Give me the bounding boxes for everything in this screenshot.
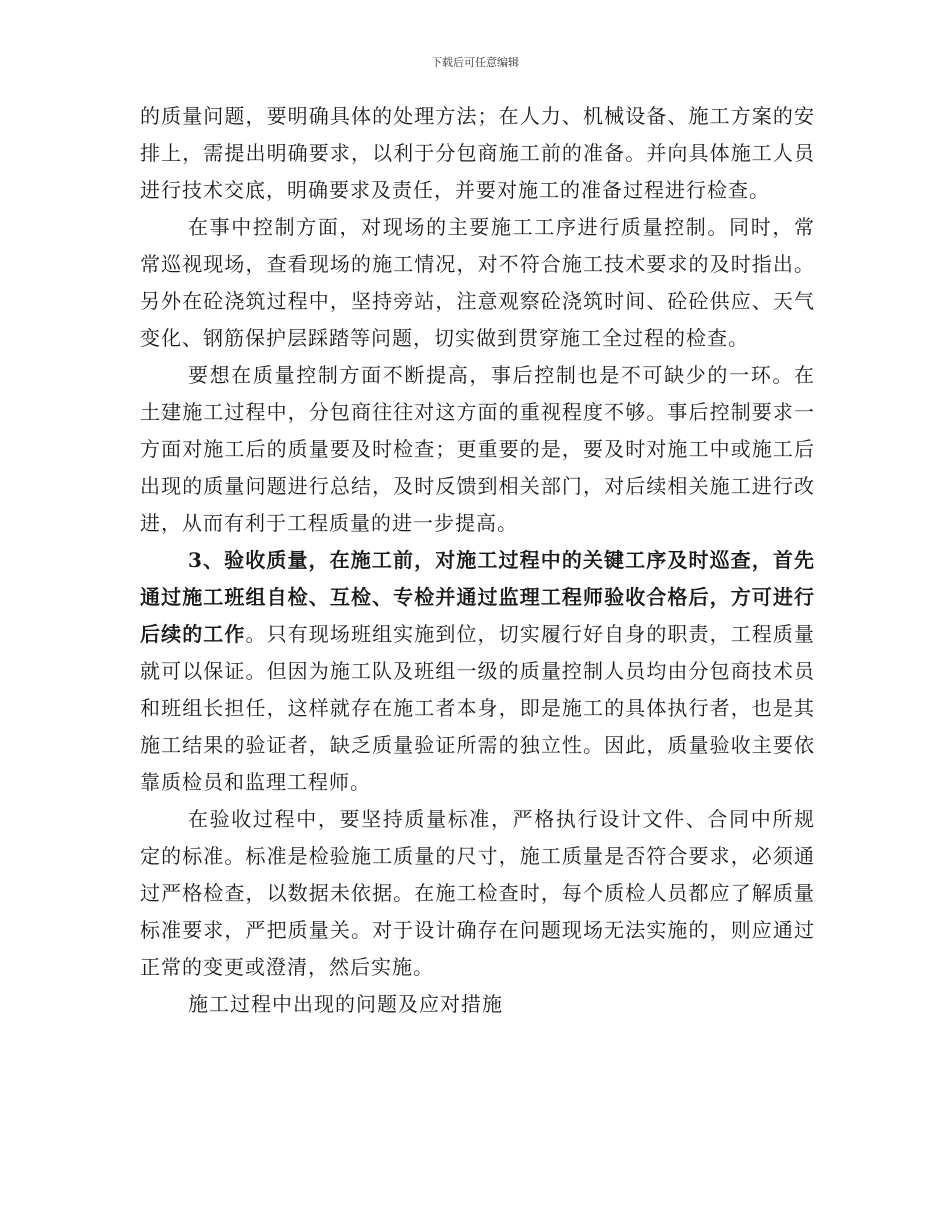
document-body [140, 98, 815, 1023]
paragraph-3 [140, 357, 815, 542]
paragraph-6 [140, 986, 815, 1023]
paragraph-1 [140, 98, 815, 209]
paragraph-4-bold-text: 3、验收质量，在施工前，对施工过程中的关键工序及时巡查，首先通过施工班组自检、互检、专检并通过监理工程师验收合格后，方可进行后续的工作 [140, 548, 815, 646]
paragraph-1-text: 的质量问题，要明确具体的处理方法；在人力、机械设备、施工方案的安排上，需提出明确要求，以利于分包商施工前的准备。并向具体施工人员进行技术交底，明确要求及责任，并要对施工的准备过程进行检查。 [140, 104, 815, 202]
paragraph-6-text: 施工过程中出现的问题及应对措施 [188, 992, 503, 1016]
paragraph-5 [140, 801, 815, 986]
paragraph-2 [140, 209, 815, 357]
paragraph-4 [140, 542, 815, 801]
paragraph-3-text: 要想在质量控制方面不断提高，事后控制也是不可缺少的一环。在土建施工过程中，分包商往往对这方面的重视程度不够。事后控制要求一方面对施工后的质量要及时检查；更重要的是，要及时对施工中或施工后出现的质量问题进行总结，及时反馈到相关部门，对后续相关施工进行改进，从而有利于工程质量的进一步提高。 [140, 363, 815, 535]
paragraph-2-text: 在事中控制方面，对现场的主要施工工序进行质量控制。同时，常常巡视现场，查看现场的施工情况，对不符合施工技术要求的及时指出。另外在砼浇筑过程中，坚持旁站，注意观察砼浇筑时间、砼砼供应、天气变化、钢筋保护层踩踏等问题，切实做到贯穿施工全过程的检查。 [140, 215, 815, 350]
paragraph-4-text: 。只有现场班组实施到位，切实履行好自身的职责，工程质量就可以保证。但因为施工队及班组一级的质量控制人员均由分包商技术员和班组长担任，这样就存在施工者本身，即是施工的具体执行者，也是其施工结果的验证者，缺乏质量验证所需的独立性。因此，质量验收主要依靠质检员和监理工程师。 [140, 622, 816, 794]
paragraph-5-text: 在验收过程中，要坚持质量标准，严格执行设计文件、合同中所规定的标准。标准是检验施工质量的尺寸，施工质量是否符合要求，必须通过严格检查，以数据未依据。在施工检查时，每个质检人员都应了解质量标准要求，严把质量关。对于设计确存在问题现场无法实施的，则应通过正常的变更或澄清，然后实施。 [140, 807, 815, 979]
header-note: 下载后可任意编辑 [431, 56, 519, 69]
